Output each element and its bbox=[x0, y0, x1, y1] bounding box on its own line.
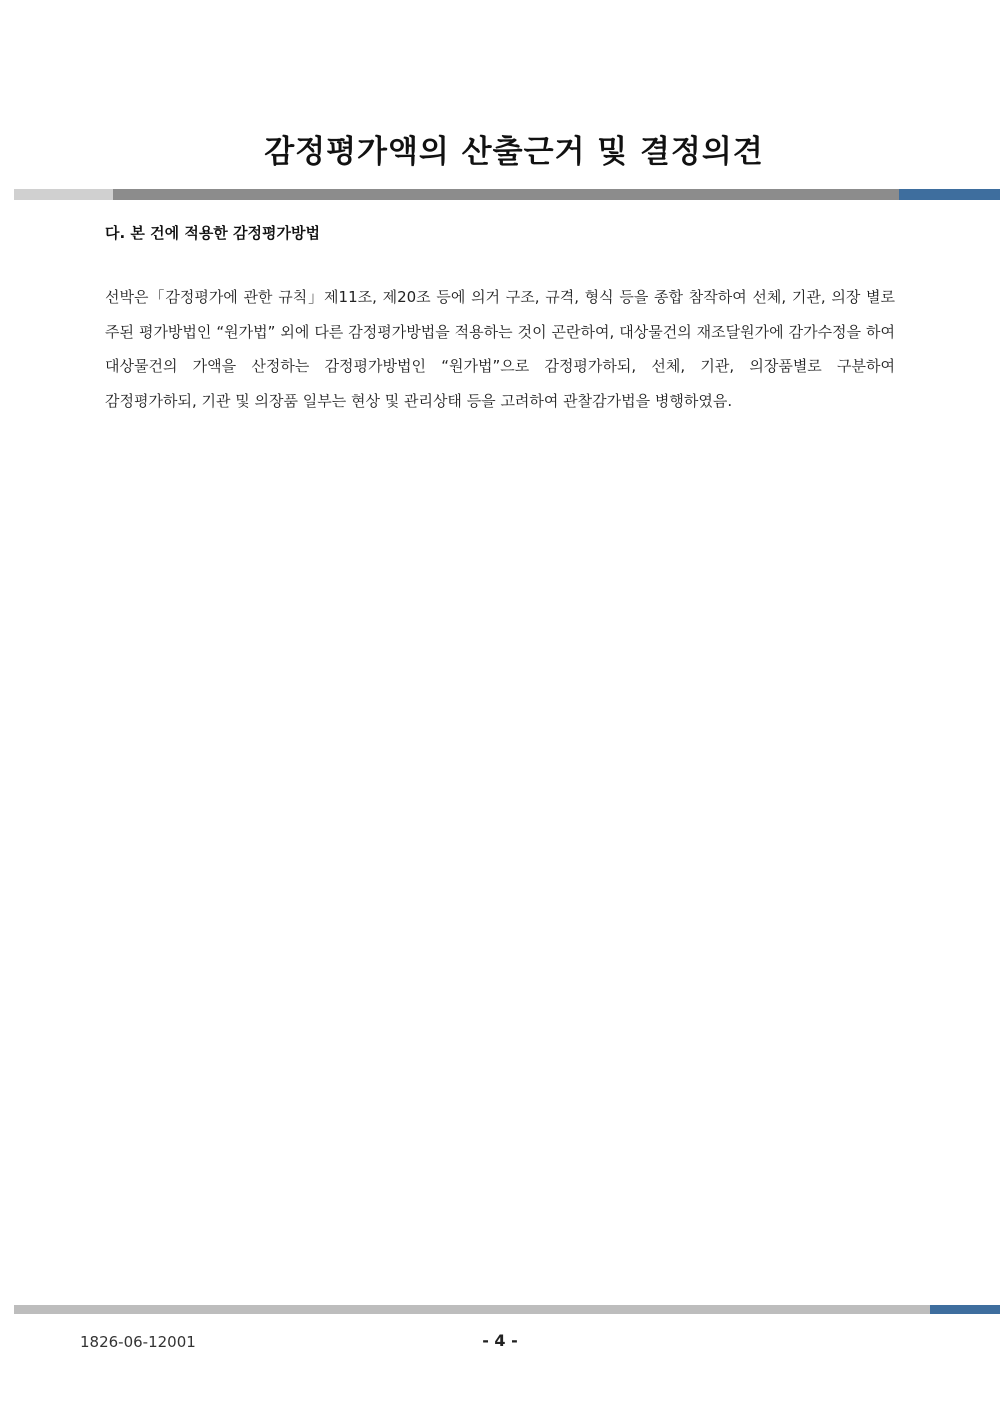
header-divider-bar bbox=[14, 189, 1000, 200]
footer-bar-gray-segment bbox=[14, 1305, 930, 1314]
header-bar-light-segment bbox=[14, 189, 113, 200]
header-bar-accent-segment bbox=[899, 189, 1000, 200]
body-paragraph: 선박은「감정평가에 관한 규칙」제11조, 제20조 등에 의거 구조, 규격, 형식 등을 종합 참작하여 선체, 기관, 의장 별로 주된 평가방법인 “원가법” 외에 다른 감정평가방법을 적용하는 것이 곤란하여, 대상물건의 재조달원가에 감가수정을 하여 대상물건의 가액을 산정하는 감정평가방법인 “원가법”으로 감정평가하되, 선체, 기관, 의장품별로 구분하여 감정평가하되, 기관 및 의장품 일부는 현상 및 관리상태 등을 고려하여 관찰감가법을 병행하였음. bbox=[105, 288, 895, 410]
footer-divider-bar bbox=[14, 1305, 1000, 1314]
footer-bar-accent-segment bbox=[930, 1305, 1000, 1314]
document-number: 1826-06-12001 bbox=[80, 1333, 196, 1351]
page-number: - 4 - bbox=[482, 1331, 518, 1350]
header-bar-dark-segment bbox=[113, 189, 899, 200]
page-title: 감정평가액의 산출근거 및 결정의견 bbox=[264, 134, 764, 170]
section-heading: 다. 본 건에 적용한 감정평가방법 bbox=[105, 224, 320, 242]
